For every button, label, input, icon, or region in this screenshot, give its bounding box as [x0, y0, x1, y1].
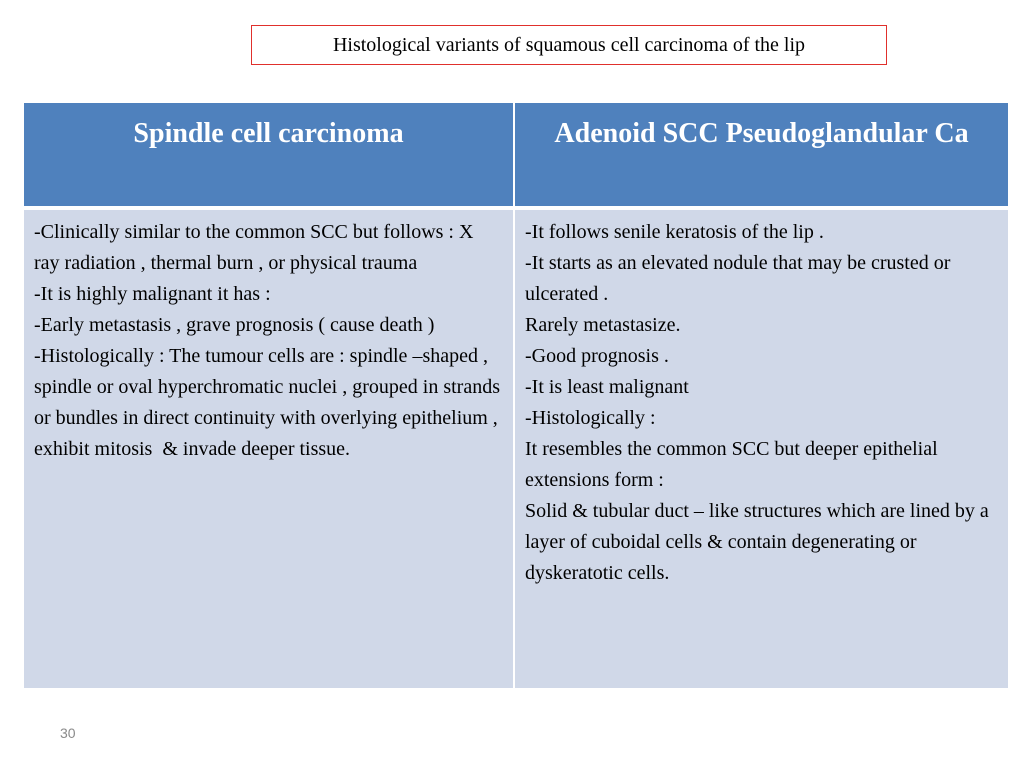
header-spindle-cell-carcinoma: Spindle cell carcinoma [24, 103, 515, 210]
slide-title-text: Histological variants of squamous cell carcinoma of the lip [332, 33, 806, 56]
table-cell-line: It resembles the common SCC but deeper epithelial extensions form : [525, 438, 943, 491]
table-cell-line: -It follows senile keratosis of the lip . [525, 221, 824, 243]
table-cell-line: -Clinically similar to the common SCC but follows : X ray radiation , thermal burn , or physical trauma [34, 221, 479, 274]
table-cell-line: -Histologically : [525, 407, 656, 429]
table-cell-line: -Histologically : The tumour cells are : spindle –shaped , spindle or oval hyperchromatic nuclei , grouped in strands or bundles in direct continuity with overlying epithelium , exhibit mitosis & invade deeper tissue. [34, 345, 505, 460]
table-cell-line: -Early metastasis , grave prognosis ( cause death ) [34, 314, 435, 336]
comparison-table [24, 103, 1008, 688]
header-adenoid-scc: Adenoid SCC Pseudoglandular Ca [515, 103, 1008, 210]
table-cell-line: Solid & tubular duct – like structures which are lined by a layer of cuboidal cells & contain degenerating or dyskeratotic cells. [525, 500, 994, 584]
column-adenoid-scc [515, 210, 1008, 688]
table-cell-line: -Good prognosis . [525, 345, 669, 367]
table-cell-line: -It is least malignant [525, 376, 689, 398]
column-spindle-cell-carcinoma [24, 210, 515, 688]
table-cell-line: Rarely metastasize. [525, 314, 681, 336]
table-cell-line: -It starts as an elevated nodule that may be crusted or ulcerated . [525, 252, 956, 305]
page-number: 30 [60, 725, 76, 741]
slide-title [251, 25, 887, 65]
table-cell-line: -It is highly malignant it has : [34, 283, 271, 305]
